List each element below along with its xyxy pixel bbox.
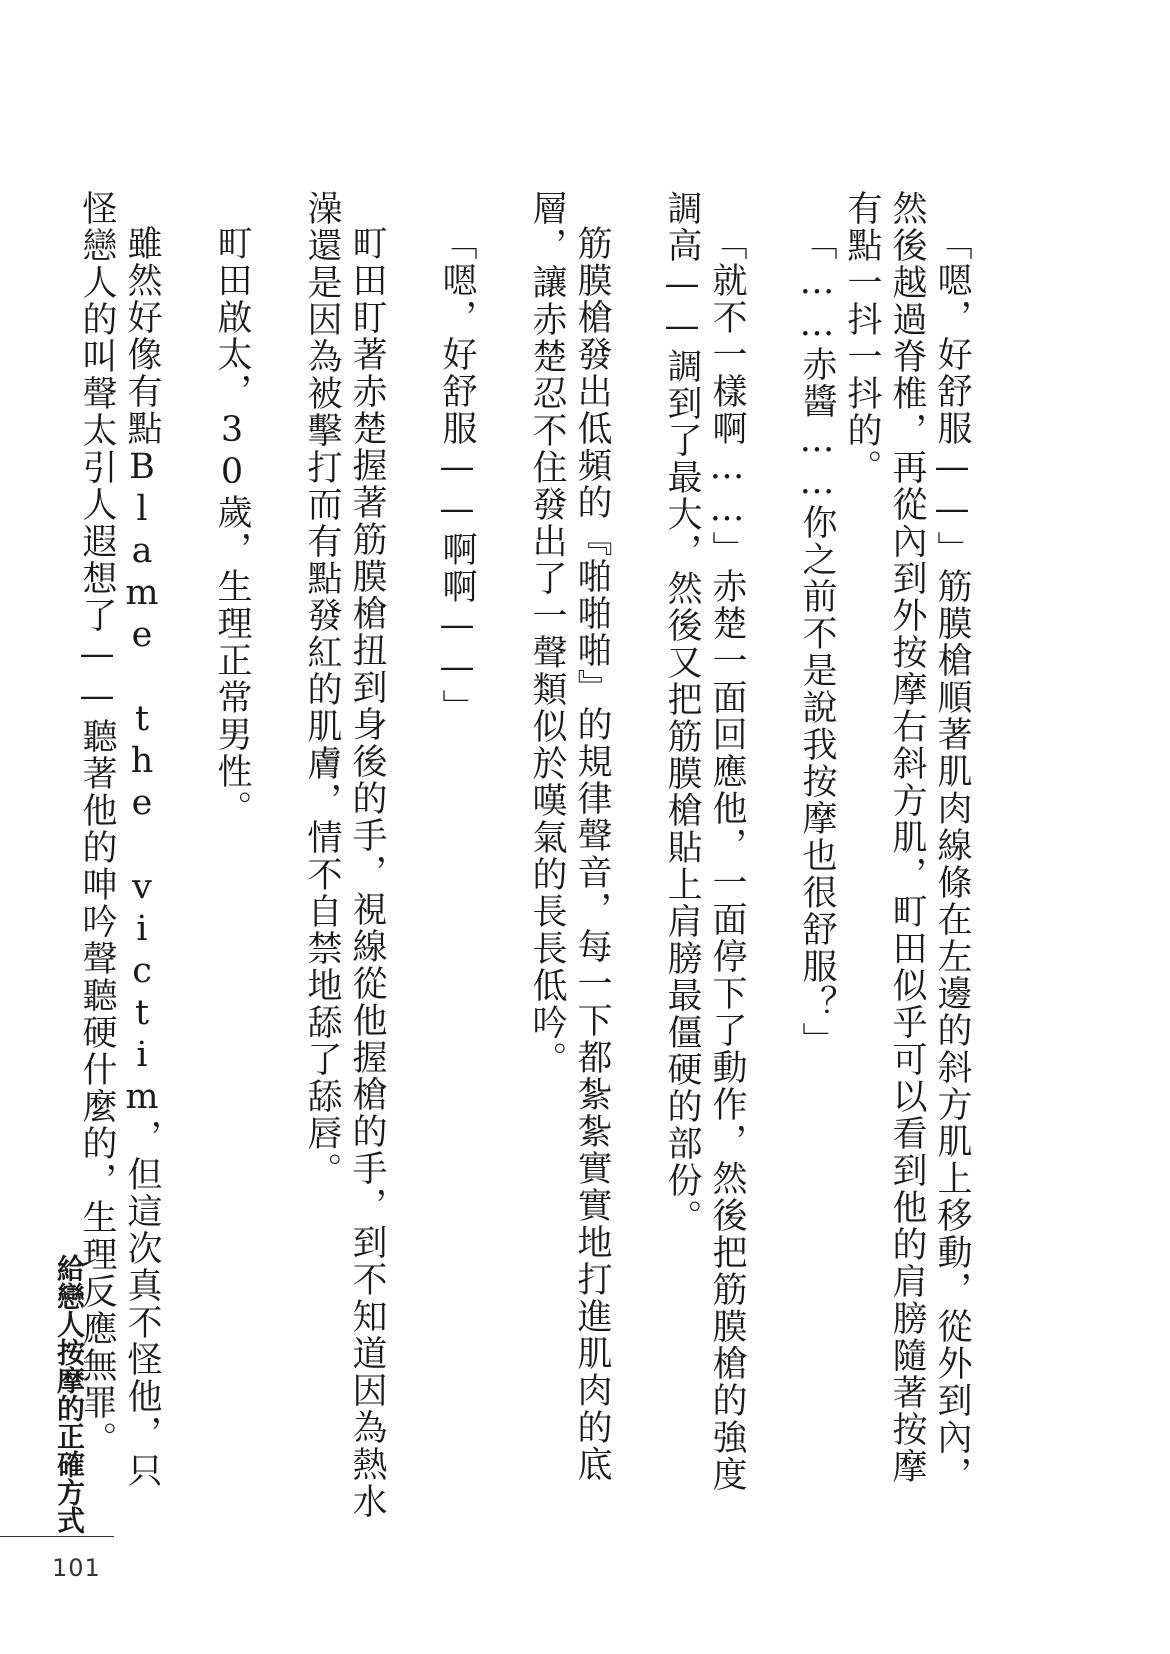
paragraph-7: 町田啟太，30歲，生理正常男性。 xyxy=(212,225,252,827)
body-text xyxy=(29,190,974,1520)
paragraph-8: 雖然好像有點Blame the victim，但這次真不怪他，只怪戀人的叫聲太引人遐想了——聽著他的呻吟聲聽硬什麼的，生理反應無罪。 xyxy=(77,190,162,1489)
folio-divider xyxy=(0,1536,114,1537)
paragraph-3: 「就不一樣啊……」赤楚一面回應他，一面停下了動作，然後把筋膜槍的強度調高——調到了最大，然後又把筋膜槍貼上肩膀最僵硬的部份。 xyxy=(662,190,747,1493)
paragraph-6: 町田盯著赤楚握著筋膜槍扭到身後的手，視線從他握槍的手，到不知道因為熱水澡還是因為被擊打而有點發紅的肌膚，情不自禁地舔了舔唇。 xyxy=(302,190,387,1520)
paragraph-2: 「……赤醬……你之前不是說我按摩也很舒服？」 xyxy=(797,225,837,1059)
page-number: 101 xyxy=(52,1554,101,1582)
paragraph-4: 筋膜槍發出低頻的『啪啪啪』的規律聲音，每一下都紮紮實實地打進肌肉的底層，讓赤楚忍不住發出了一聲類似於嘆氣的長長低吟。 xyxy=(527,190,612,1483)
running-title: 給戀人按摩的正確方式 xyxy=(53,1254,86,1534)
paragraph-1: 「嗯，好舒服——」筋膜槍順著肌肉線條在左邊的斜方肌上移動，從外到內，然後越過脊椎，再從內到外按摩右斜方肌，町田似乎可以看到他的肩膀隨著按摩有點一抖一抖的。 xyxy=(842,190,972,1493)
paragraph-5: 「嗯，好舒服——啊啊——」 xyxy=(437,225,477,726)
